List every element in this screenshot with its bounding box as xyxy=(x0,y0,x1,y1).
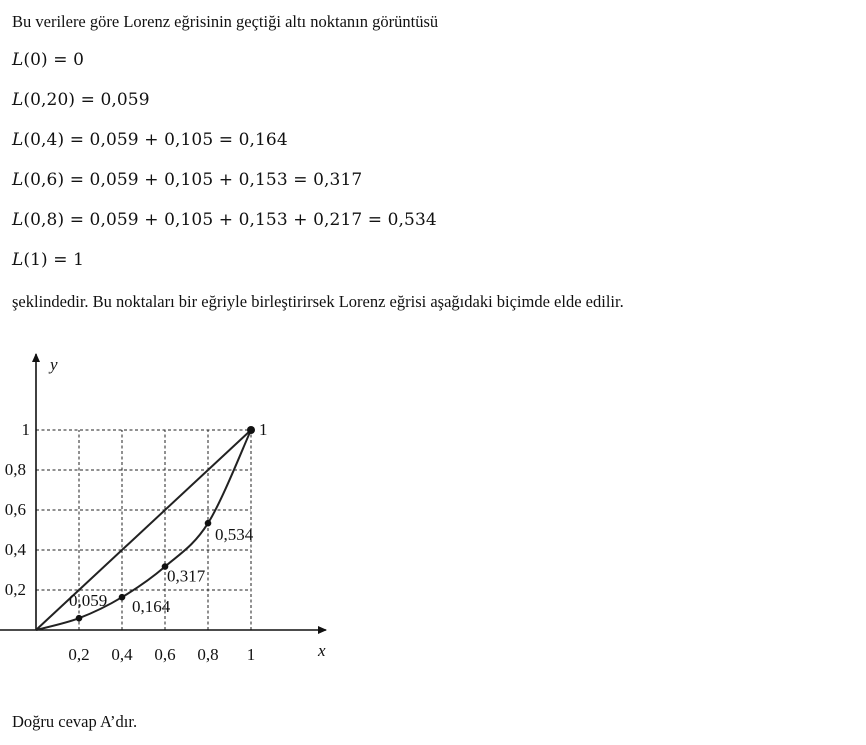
equation-value: = 0,059 + 0,105 = 0,164 xyxy=(64,130,288,150)
x-tick-label: 1 xyxy=(246,645,256,664)
x-tick-label: 0,4 xyxy=(111,645,133,664)
point-label: 0,317 xyxy=(167,566,206,586)
y-tick-label: 0,4 xyxy=(4,540,26,559)
data-point xyxy=(247,426,255,434)
x-axis-label: x xyxy=(318,641,326,660)
equation-line xyxy=(12,250,84,270)
equation-value: = 1 xyxy=(47,250,85,270)
y-tick-label: 0,8 xyxy=(4,460,26,479)
equation-function: L xyxy=(12,210,24,230)
equation-value: = 0,059 + 0,105 + 0,153 = 0,317 xyxy=(64,170,363,190)
equation-argument: (0) xyxy=(23,50,48,70)
y-tick-label: 1 xyxy=(21,420,30,439)
equation-line xyxy=(12,130,288,150)
equation-function: L xyxy=(12,250,24,270)
intro-text: Bu verilere göre Lorenz eğrisinin geçtiği altı noktanın görüntüsü xyxy=(12,12,439,31)
closing-text: şeklindedir. Bu noktaları bir eğriyle birleştirirsek Lorenz eğrisi aşağıdaki biçimde elde edilir. xyxy=(12,292,624,311)
equation-function: L xyxy=(12,130,24,150)
equation-value: = 0,059 + 0,105 + 0,153 + 0,217 = 0,534 xyxy=(64,210,437,230)
data-point xyxy=(119,594,126,601)
equation-value: = 0,059 xyxy=(75,90,150,110)
y-axis-label: y xyxy=(50,355,58,374)
answer-text: Doğru cevap A’dır. xyxy=(12,712,138,731)
equation-line xyxy=(12,90,150,110)
equation-line xyxy=(12,50,84,70)
equation-line xyxy=(12,210,437,230)
point-label: 1 xyxy=(259,420,268,439)
equation-value: = 0 xyxy=(47,50,85,70)
equation-function: L xyxy=(12,90,24,110)
equation-argument: (0,4) xyxy=(23,130,65,150)
y-tick-label: 0,6 xyxy=(4,500,26,519)
equation-function: L xyxy=(12,50,24,70)
lorenz-chart xyxy=(0,340,360,680)
equation-argument: (0,20) xyxy=(23,90,76,110)
equation-argument: (0,6) xyxy=(23,170,65,190)
y-tick-label: 0,2 xyxy=(4,580,26,599)
point-labels xyxy=(69,420,268,616)
equation-argument: (1) xyxy=(23,250,48,270)
point-label: 0,059 xyxy=(69,591,108,611)
equation-line xyxy=(12,170,362,190)
x-tick-label: 0,2 xyxy=(68,645,90,664)
data-point xyxy=(205,520,212,527)
equation-function: L xyxy=(12,170,24,190)
x-tick-label: 0,8 xyxy=(197,645,219,664)
data-point xyxy=(76,615,83,622)
x-tick-label: 0,6 xyxy=(154,645,176,664)
point-label: 0,164 xyxy=(132,597,171,617)
equation-argument: (0,8) xyxy=(23,210,65,230)
point-label: 0,534 xyxy=(215,525,254,545)
